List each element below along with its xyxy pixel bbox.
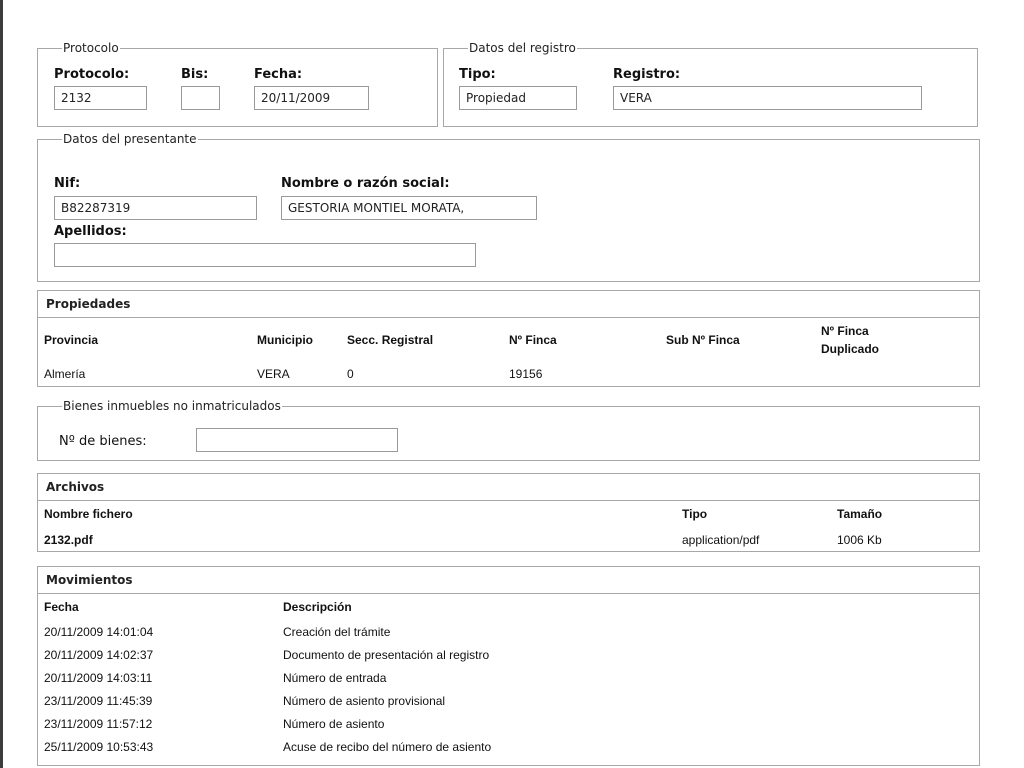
bis-input[interactable] xyxy=(181,86,220,110)
col-header-tipo: Tipo xyxy=(682,507,708,521)
cell-descripcion: Número de asiento provisional xyxy=(283,694,446,708)
fecha-label: Fecha: xyxy=(254,67,303,82)
cell-tipo: application/pdf xyxy=(682,533,760,547)
col-header-n-finca-duplicado-line2: Duplicado xyxy=(821,342,880,356)
col-header-n-finca: Nº Finca xyxy=(509,333,557,347)
movimientos-panel xyxy=(37,566,980,766)
cell-provincia: Almería xyxy=(44,367,86,381)
protocolo-label: Protocolo: xyxy=(54,67,130,82)
protocolo-fieldset xyxy=(37,41,438,127)
left-frame-border xyxy=(0,0,3,768)
apellidos-label: Apellidos: xyxy=(54,224,127,239)
cell-fecha: 20/11/2009 14:01:04 xyxy=(44,625,154,639)
protocolo-input[interactable] xyxy=(54,86,147,110)
cell-municipio: VERA xyxy=(257,367,290,381)
col-header-descripcion: Descripción xyxy=(283,600,352,614)
bis-label: Bis: xyxy=(181,67,209,82)
col-header-municipio: Municipio xyxy=(257,333,313,347)
cell-n-finca: 19156 xyxy=(509,367,543,381)
cell-secc-registral: 0 xyxy=(347,367,354,381)
bienes-fieldset xyxy=(37,399,980,461)
registro-fieldset xyxy=(443,41,978,127)
col-header-secc-registral: Secc. Registral xyxy=(347,333,434,347)
file-name-link[interactable]: 2132.pdf xyxy=(44,533,93,547)
cell-fecha: 20/11/2009 14:03:11 xyxy=(44,671,153,685)
presentante-legend: Datos del presentante xyxy=(63,132,197,146)
nif-label: Nif: xyxy=(54,176,81,191)
cell-fecha: 23/11/2009 11:57:12 xyxy=(44,717,153,731)
col-header-provincia: Provincia xyxy=(44,333,99,347)
apellidos-input[interactable] xyxy=(54,243,476,267)
fecha-input[interactable] xyxy=(254,86,369,110)
col-header-tamano: Tamaño xyxy=(837,507,883,521)
movimientos-title: Movimientos xyxy=(38,567,979,594)
col-header-sub-n-finca: Sub Nº Finca xyxy=(666,333,740,347)
n-bienes-input[interactable] xyxy=(196,428,398,452)
registro-legend: Datos del registro xyxy=(469,41,576,55)
n-bienes-label: Nº de bienes: xyxy=(59,434,147,449)
cell-descripcion: Acuse de recibo del número de asiento xyxy=(283,740,492,754)
cell-descripcion: Documento de presentación al registro xyxy=(283,648,490,662)
nombre-input[interactable] xyxy=(281,196,537,220)
cell-fecha: 20/11/2009 14:02:37 xyxy=(44,648,154,662)
tipo-label: Tipo: xyxy=(459,67,496,82)
registro-input[interactable] xyxy=(613,86,922,110)
cell-tamano: 1006 Kb xyxy=(837,533,882,547)
cell-descripcion: Creación del trámite xyxy=(283,625,391,639)
protocolo-legend: Protocolo xyxy=(63,41,119,55)
tipo-input[interactable] xyxy=(459,86,577,110)
cell-fecha: 25/11/2009 10:53:43 xyxy=(44,740,154,754)
col-header-n-finca-duplicado-line1: Nº Finca xyxy=(821,324,869,338)
nif-input[interactable] xyxy=(54,196,257,220)
cell-fecha: 23/11/2009 11:45:39 xyxy=(44,694,153,708)
nombre-label: Nombre o razón social: xyxy=(281,176,450,191)
col-header-nombre-fichero: Nombre fichero xyxy=(44,507,133,521)
propiedades-title: Propiedades xyxy=(38,291,979,318)
bienes-legend: Bienes inmuebles no inmatriculados xyxy=(63,399,281,413)
cell-descripcion: Número de entrada xyxy=(283,671,387,685)
archivos-title: Archivos xyxy=(38,474,979,501)
cell-descripcion: Número de asiento xyxy=(283,717,385,731)
registro-label: Registro: xyxy=(613,67,681,82)
col-header-fecha: Fecha xyxy=(44,600,79,614)
